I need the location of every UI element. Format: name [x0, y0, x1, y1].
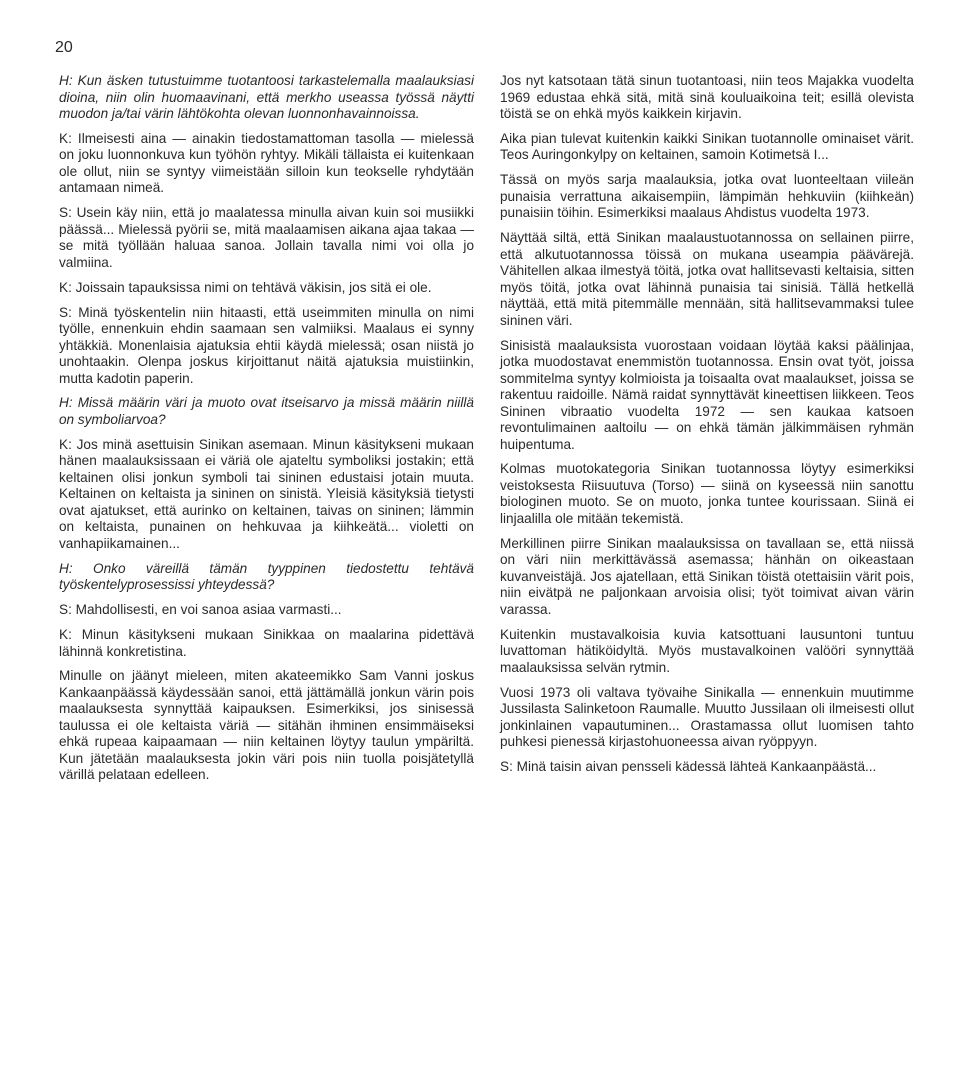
paragraph: S: Minä työskentelin niin hitaasti, että useimmiten minulla on nimi työlle, ennenkuin ehdin saamaan sen valmiiksi. Maalaus ei synny yhtäkkiä. Monenlaisia ajatuksia ehtii käydä mielessä; osan niistä jo unohtaakin. Olenpa joskus kirjoittanut näitä ajatuksia muistiinkin, mutta kadotin paperin. — [59, 304, 474, 386]
paragraph: Jos nyt katsotaan tätä sinun tuotantoasi, niin teos Majakka vuodelta 1969 edustaa ehkä sitä, mitä sinä kouluaikoina teit; esillä olevista töistä se on ehkä myös kaikkein kirjavin. — [500, 73, 914, 121]
paragraph: S: Mahdollisesti, en voi sanoa asiaa varmasti... — [59, 602, 342, 618]
paragraph: Sinisistä maalauksista vuorostaan voidaan löytää kaksi päälinjaa, jotka muodostavat enemmistön tuotannossa. Ensin ovat työt, joissa sommitelma syntyy kolmioista ja toisaalta ovat maalaukset, joissa se rakentuu raidoille. Nämä raidat synnyttävät kineettisen liikkeen. Teos Sininen vibraatio vuodelta 1972 — sen kaukaa katsoen revontulimainen aaltoilu — on ehkä tämän jälkimmäisen ryhmän huipentuma. — [500, 337, 914, 452]
paragraph: Merkillinen piirre Sinikan maalauksissa on tavallaan se, että niissä on väri niin merkittävässä asemassa; hänhän on oikeastaan kuvanveistäjä. Jos ajatellaan, että Sinikan töistä otettaisiin värit pois, niin eivätpä ne paljonkaan arvoisia olisi; työt toimivat aivan värin varassa. — [500, 535, 914, 617]
paragraph: Tässä on myös sarja maalauksia, jotka ovat luonteeltaan viileän punaisia verrattuna aikaisempiin, lämpimän hehkuviin (kiihkeän) punaisiin töihin. Esimerkiksi maalaus Ahdistus vuodelta 1973. — [500, 172, 914, 221]
paragraph: K: Ilmeisesti aina — ainakin tiedostamattoman tasolla — mielessä on joku luonnonkuva kun työhön ryhtyy. Mikäli tällaista ei kuitenkaan ole ollut, niin se syntyy viimeistään silloin kun teokselle ryhdytään antamaan nimeä. — [59, 130, 474, 196]
paragraph: H: Onko väreillä tämän tyyppinen tiedostettu tehtävä työskentelyprosessissi yhteydessä? — [59, 560, 474, 593]
paragraph: Kolmas muotokategoria Sinikan tuotannossa löytyy esimerkiksi veistoksesta Riisuutuva (Torso) — siinä on kyseessä niin sanottu biologinen muoto. Se on muoto, jonka tuntee kourissaan. Siinä ei linjaalilla ole mitään tekemistä. — [500, 461, 914, 526]
paragraph: K: Minun käsitykseni mukaan Sinikkaa on maalarina pidettävä lähinnä konkretistina. — [59, 627, 474, 659]
right-column — [500, 73, 914, 784]
paragraph: S: Minä taisin aivan pensseli kädessä lähteä Kankaanpäästä... — [500, 759, 877, 775]
left-column — [59, 73, 474, 792]
paragraph: Vuosi 1973 oli valtava työvaihe Sinikalla — ennenkuin muutimme Jussilasta Salinketoon Raumalle. Muutto Jussilaan oli ilmeisesti ollut jonkinlainen vapautuminen... Orastamassa ollut luomisen tahto puhkesi pienessä kirjastohuoneessa aivan ryöppyyn. — [500, 684, 914, 750]
paragraph: K: Joissain tapauksissa nimi on tehtävä väkisin, jos sitä ei ole. — [59, 279, 432, 295]
paragraph: Minulle on jäänyt mieleen, miten akateemikko Sam Vanni joskus Kankaanpäässä käydessään sanoi, että jättämällä jonkun värin pois maalauksesta synnyttää kaipauksen. Esimerkiksi, jos sinisessä taulussa ei ole keltaista väriä — sitähän ihminen ensimmäiseksi ehkä rupeaa kaipaamaan — niin keltainen löytyy taulun ympäriltä. Kun jätetään maalauksesta jokin väri pois niin tuolla poisjätetyllä värillä pelataan edelleen. — [59, 668, 474, 783]
paragraph: Näyttää siltä, että Sinikan maalaustuotannossa on sellainen piirre, että alkutuotannossa töissä on mukana useampia päävärejä. Vähitellen alkaa ilmestyä töitä, jotka ovat hallitsevasti keltaisia, sitten myös töitä, jotka ovat lähinnä punaisia tai sinisiä. Tällä hetkellä näyttää, että mitä pitemmälle mennään, sitä hallitsevammaksi tulee sininen väri. — [500, 230, 914, 328]
paragraph: Kuitenkin mustavalkoisia kuvia katsottuani lausuntoni tuntuu luvattoman hätiköidyltä. Myös mustavalkoinen valööri synnyttää maalauksissa selvän rytmin. — [500, 626, 914, 675]
page-number: 20 — [55, 39, 73, 56]
paragraph: S: Usein käy niin, että jo maalatessa minulla aivan kuin soi musiikki päässä... Mielessä pyörii se, mitä maalaamisen aikana ajaa takaa — se mitä työllään haluaa sanoa. Jollain tavalla nimi voi olla jo valmiina. — [59, 205, 474, 270]
paragraph: H: Kun äsken tutustuimme tuotantoosi tarkastelemalla maalauksiasi dioina, niin olin huomaavinani, että merkho useassa työssä näytti muodon ja/tai värin lähtökohta olevan luonnonhavainnoissa. — [59, 73, 474, 121]
paragraph: Aika pian tulevat kuitenkin kaikki Sinikan tuotannolle ominaiset värit. Teos Auringonkylpy on keltainen, samoin Kotimetsä I... — [500, 130, 914, 163]
paragraph: H: Missä määrin väri ja muoto ovat itseisarvo ja missä määrin niillä on symboliarvoa? — [59, 395, 474, 427]
paragraph: K: Jos minä asettuisin Sinikan asemaan. Minun käsitykseni mukaan hänen maalauksissaan ei väriä ole ajateltu symboliksi jostakin; että keltainen olisi jonkun symboli tai sininen edustaisi jotain muuta. Keltainen on keltaista ja sininen on sinistä. Yleisiä käsityksiä tietysti ovat ajatukset, että aurinko on keltainen, taivas on sininen; lämmin on keltaista, punainen on hehkuvaa ja kiihkeätä... violetti on vanhapiikamainen... — [59, 436, 474, 551]
